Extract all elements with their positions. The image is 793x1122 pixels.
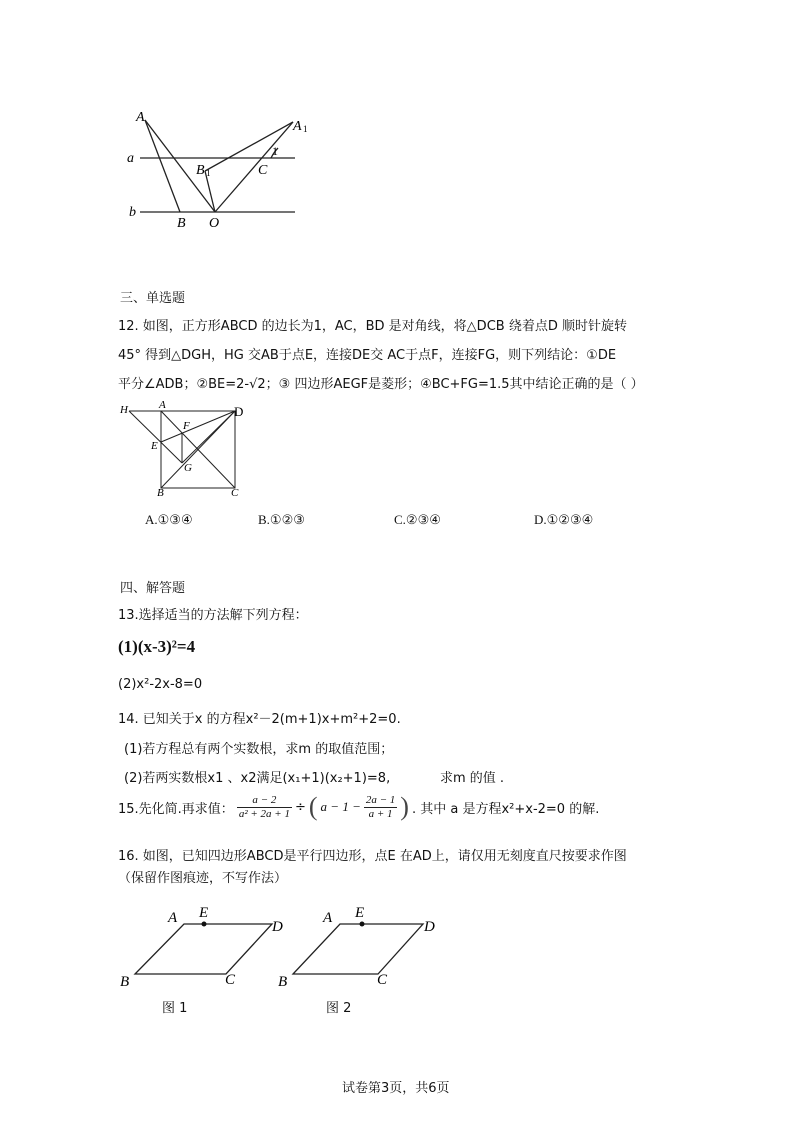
label-B: B [120,974,130,990]
q16-line-1: 16. 如图，已知四边形ABCD是平行四边形，点E 在AD上，请仅用无刻度直尺按要求作图 [118,849,627,864]
q15-suffix: . 其中 a 是方程x²+x-2=0 的解. [411,801,600,817]
label-D: D [234,404,244,419]
label-A1: A [293,119,302,134]
label-E: E [355,905,365,921]
label-E: E [199,905,209,921]
q15-fraction-2 [364,794,397,821]
figure-q12 [115,398,255,500]
q12-line-3: 平分∠ADB；②BE=2-√2；③ 四边形AEGF是菱形；④BC+FG=1.5其中结论正确的是（ ） [118,377,644,392]
figure-caption-2: 图 2 [326,1001,352,1016]
segment-DG [182,411,235,463]
section-title-4: 四、解答题 [120,581,186,596]
label-G: G [184,462,192,474]
q13-stem: 13.选择适当的方法解下列方程： [118,608,308,623]
label-E: E [151,440,158,452]
q15-left-paren: ( [308,792,318,821]
figure-q16-1 [115,902,295,990]
q15-fraction-1-denominator: a² + 2a + 1 [238,807,290,820]
q15-fraction-2-denominator: a + 1 [368,807,393,820]
q14-part-2b: 求m 的值 . [440,771,505,786]
q13-part-2: (2)x²-2x-8=0 [118,677,203,692]
q15-fraction-2-numerator: 2a − 1 [365,793,396,806]
q14-part-1: (1)若方程总有两个实数根，求m 的取值范围； [124,742,394,757]
page-footer: 试卷第3页，共6页 [342,1081,450,1096]
label-C: C [258,163,268,178]
label-A: A [159,399,166,411]
point-E-1 [202,922,207,927]
label-b: b [129,205,136,220]
q15-divide-sign: ÷ [294,799,306,815]
segment-AB [145,120,180,212]
q15-fraction-1 [237,794,292,821]
section-title-3: 三、单选题 [120,291,186,306]
q14-stem: 14. 已知关于x 的方程x²－2(m+1)x+m²+2=0. [118,712,401,727]
parallelogram-ABCD-1 [135,924,272,974]
q12-option-a[interactable]: A.①③④ [145,512,193,527]
point-E-2 [360,922,365,927]
label-B: B [157,487,164,499]
label-C: C [377,972,388,988]
label-B: B [177,216,186,231]
label-H: H [120,404,128,416]
label-B: B [278,974,288,990]
segment-OA1 [215,122,293,212]
label-A: A [323,910,333,926]
label-B1-sub: 1 [206,168,211,178]
figure-caption-1: 图 1 [162,1001,188,1016]
label-F: F [183,420,190,432]
segment-B1A1 [205,122,293,171]
label-A: A [168,910,178,926]
q15-line [118,792,599,822]
q13-part-1: (1)(x-3)²=4 [118,637,196,656]
label-angle-1: 1 [272,144,278,158]
q12-line-2: 45° 得到△DGH，HG 交AB于点E，连接DE交 AC于点F，连接FG，则下列结论：①DE [118,348,617,363]
label-C: C [231,487,239,499]
figure-q16-2 [273,902,453,990]
parallelogram-ABCD-2 [293,924,423,974]
q15-right-paren: ) [400,792,409,821]
label-O: O [209,216,220,231]
figure-q11 [125,108,325,233]
q15-middle-term: a − 1 − [320,799,361,814]
label-D: D [272,919,283,935]
q12-line-1: 12. 如图，正方形ABCD 的边长为1，AC，BD 是对角线，将△DCB 绕着点D 顺时针旋转 [118,319,627,334]
q12-option-c[interactable]: C.②③④ [394,512,441,527]
label-D: D [424,919,435,935]
label-C: C [225,972,236,988]
segment-DE [161,411,235,442]
q12-option-b[interactable]: B.①②③ [258,512,305,527]
q14-part-2a: (2)若两实数根x1 、x2满足(x₁+1)(x₂+1)=8, [124,771,391,786]
q15-prefix: 15.先化简.再求值： [118,801,234,817]
label-a: a [127,151,134,166]
q15-fraction-1-numerator: a − 2 [237,794,292,808]
q12-option-d[interactable]: D.①②③④ [534,512,594,527]
q16-line-2: （保留作图痕迹，不写作法） [118,871,288,886]
label-A1-sub: 1 [303,124,308,134]
label-A: A [136,110,145,125]
label-B1: B [196,163,205,178]
